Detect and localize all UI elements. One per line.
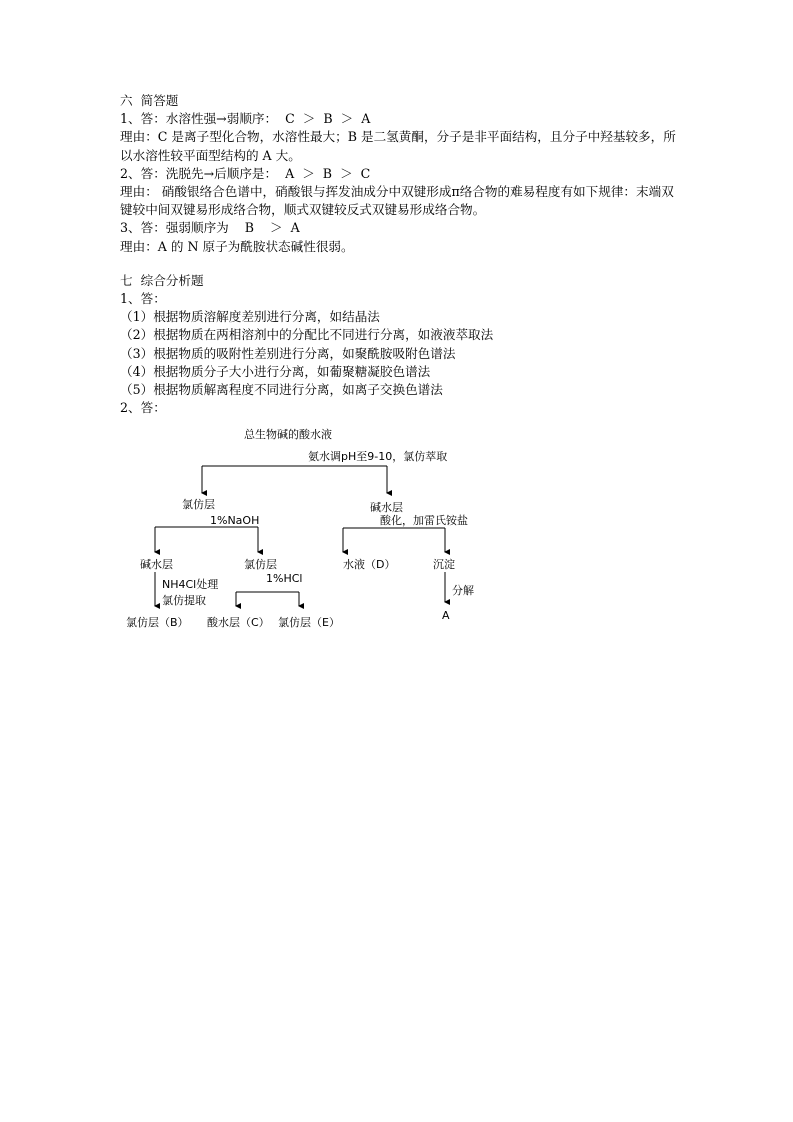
diagram-chloroform-layer-2: 氯仿层 <box>244 558 277 571</box>
diagram-step1: 氨水调pH至9-10，氯仿萃取 <box>308 450 448 463</box>
q2-answer: 2、答：洗脱先→后顺序是： A ＞ B ＞ C <box>120 165 371 181</box>
q1-answer: 1、答：水溶性强→弱顺序： C ＞ B ＞ A <box>120 111 371 127</box>
section6-heading: 六 简答题 <box>120 93 179 108</box>
section7-heading: 七 综合分析题 <box>120 272 204 288</box>
diagram-naoh: 1%NaOH <box>210 514 260 527</box>
diagram-precipitate: 沉淀 <box>433 558 455 571</box>
diagram-top: 总生物碱的酸水液 <box>244 428 332 441</box>
method-item: （5）根据物质解离程度不同进行分离，如离子交换色谱法 <box>120 382 443 398</box>
diagram-acid-water-c: 酸水层（C） <box>207 616 270 629</box>
diagram-acidify: 酸化，加雷氏铵盐 <box>380 514 468 527</box>
method-item: （2）根据物质在两相溶剂中的分配比不同进行分离，如液液萃取法 <box>120 327 494 343</box>
q2-reason: 理由： 硝酸银络合色谱中，硝酸银与挥发油成分中双键形成π络合物的难易程度有如下规律：末端双键较中间双键易形成络合物，顺式双键较反式双键易形成络合物。 <box>120 184 674 218</box>
s7-q1-label: 1、答： <box>120 291 166 307</box>
diagram-chloroform-e: 氯仿层（E） <box>278 616 340 629</box>
q1-reason: 理由：C 是离子型化合物，水溶性最大；B 是二氢黄酮，分子是非平面结构，且分子中羟基较多，所以水溶性较平面型结构的 A 大。 <box>120 129 676 163</box>
method-item: （4）根据物质分子大小进行分离，如葡聚糖凝胶色谱法 <box>120 363 431 379</box>
diagram-alkali-water-right: 碱水层 <box>370 501 403 514</box>
diagram-nh4cl-1: NH4Cl处理 <box>162 578 219 591</box>
method-item: （3）根据物质的吸附性差别进行分离，如聚酰胺吸附色谱法 <box>120 345 456 361</box>
diagram-chloroform-b: 氯仿层（B） <box>126 616 189 629</box>
q3-answer: 3、答：强弱顺序为 B ＞ A <box>120 220 300 236</box>
diagram-water-d: 水液（D） <box>343 558 396 571</box>
q3-reason: 理由：A 的 N 原子为酰胺状态碱性很弱。 <box>120 238 354 254</box>
diagram-nh4cl-2: 氯仿提取 <box>162 594 206 607</box>
diagram-decompose: 分解 <box>452 584 474 597</box>
method-item: （1）根据物质溶解度差别进行分离，如结晶法 <box>120 309 380 325</box>
diagram-product-a: A <box>442 609 450 622</box>
diagram-hcl: 1%HCl <box>266 572 303 585</box>
answer-document <box>120 92 680 417</box>
s7-q2-label: 2、答： <box>120 400 166 416</box>
diagram-alkali-water-left: 碱水层 <box>140 558 173 571</box>
diagram-chloroform-layer: 氯仿层 <box>182 498 215 511</box>
